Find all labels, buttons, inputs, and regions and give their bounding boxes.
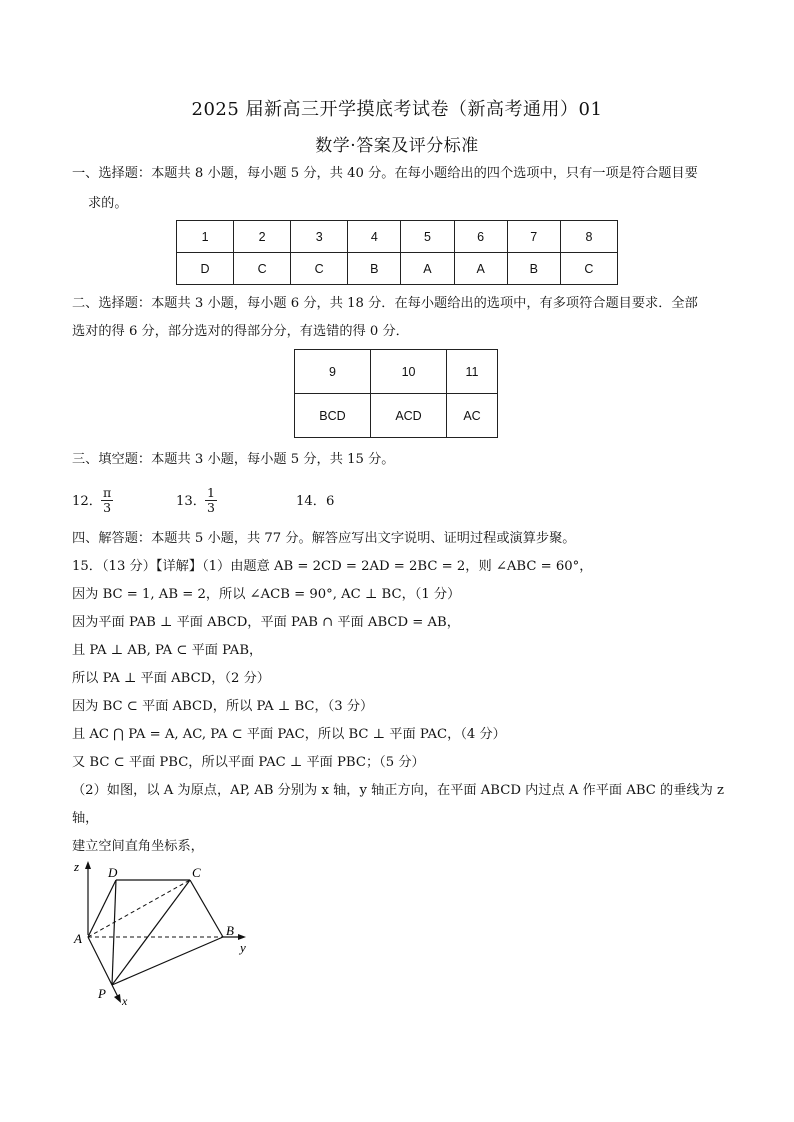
table-cell: 4 <box>348 221 401 253</box>
q13-answer <box>205 486 217 515</box>
label-b: B <box>226 923 234 938</box>
section2-heading-cont: 选对的得 6 分，部分选对的得部分分，有选错的得 0 分． <box>72 324 409 339</box>
solution-line: 15．（13 分）【详解】（1）由题意 AB = 2CD = 2AD = 2BC = 2，则 ∠ABC = 60°， <box>72 559 593 574</box>
table-cell: A <box>401 253 454 285</box>
label-a: A <box>74 931 82 946</box>
answer-table-2 <box>294 349 498 438</box>
table-cell: C <box>234 253 291 285</box>
q13-denominator: 3 <box>207 500 215 515</box>
label-x: x <box>122 994 128 1008</box>
table-cell: 5 <box>401 221 454 253</box>
solution-line: 且 AC ⋂ PA = A, AC, PA ⊂ 平面 PAC，所以 BC ⊥ 平面 PAC，（4 分） <box>72 727 506 742</box>
q13-numerator: 1 <box>207 485 215 500</box>
x-axis <box>112 985 118 997</box>
table-cell: C <box>560 253 617 285</box>
q13-label: 13． <box>176 494 206 509</box>
solution-line: 因为 BC ⊂ 平面 ABCD，所以 PA ⊥ BC，（3 分） <box>72 699 374 714</box>
table-cell: ACD <box>371 394 447 438</box>
table-cell: D <box>177 253 234 285</box>
q14-answer: 14．6 <box>296 494 335 509</box>
label-z: z <box>74 859 80 874</box>
solution-line: （2）如图，以 A 为原点，AP, AB 分别为 x 轴，y 轴正方向，在平面 ABCD 内过点 A 作平面 ABC 的垂线为 z <box>72 783 724 798</box>
edge-cb <box>190 880 223 937</box>
x-axis-arrow <box>114 994 121 1003</box>
solution-line: 又 BC ⊂ 平面 PBC，所以平面 PAC ⊥ 平面 PBC；（5 分） <box>72 755 425 770</box>
label-d: D <box>108 865 118 880</box>
edge-ap <box>88 937 112 985</box>
edge-ad <box>88 880 116 937</box>
table-cell: B <box>348 253 401 285</box>
geometry-figure <box>60 855 270 1010</box>
z-axis-arrow <box>85 861 91 869</box>
q12-answer <box>101 486 113 515</box>
table-row-answers <box>295 394 498 438</box>
table-cell: 6 <box>454 221 507 253</box>
edge-pd <box>112 880 116 985</box>
table-cell: 7 <box>507 221 560 253</box>
label-c: C <box>192 865 201 880</box>
section1-heading: 一、选择题：本题共 8 小题，每小题 5 分，共 40 分。在每小题给出的四个选项中，只有一项是符合题目要 <box>72 166 698 181</box>
table-cell: C <box>291 253 348 285</box>
table-cell: 11 <box>447 350 498 394</box>
table-row-numbers <box>177 221 618 253</box>
solution-line: 且 PA ⊥ AB, PA ⊂ 平面 PAB， <box>72 643 263 658</box>
q12-denominator: 3 <box>103 500 112 515</box>
table-cell: 9 <box>295 350 371 394</box>
section4-heading: 四、解答题：本题共 5 小题，共 77 分。解答应写出文字说明、证明过程或演算步聚。 <box>72 531 576 546</box>
table-cell: B <box>507 253 560 285</box>
edge-pb <box>112 937 223 985</box>
table-cell: A <box>454 253 507 285</box>
solution-line: 建立空间直角坐标系， <box>72 839 204 854</box>
table-row-numbers <box>295 350 498 394</box>
table-row-answers <box>177 253 618 285</box>
solution-line: 因为平面 PAB ⊥ 平面 ABCD，平面 PAB ∩ 平面 ABCD = AB， <box>72 615 460 630</box>
edge-ac-dashed <box>88 880 190 937</box>
solution-line: 轴， <box>72 811 99 826</box>
edge-pc <box>112 880 190 985</box>
table-cell: BCD <box>295 394 371 438</box>
table-cell: 10 <box>371 350 447 394</box>
label-y: y <box>240 940 246 955</box>
table-cell: AC <box>447 394 498 438</box>
section2-heading: 二、选择题：本题共 3 小题，每小题 6 分，共 18 分．在每小题给出的选项中，有多项符合题目要求．全部 <box>72 296 698 311</box>
section1-heading-cont: 求的。 <box>88 196 128 211</box>
table-cell: 8 <box>560 221 617 253</box>
solution-line: 因为 BC = 1, AB = 2，所以 ∠ACB = 90°, AC ⊥ BC，（1 分） <box>72 587 461 602</box>
answer-table-1 <box>176 220 618 285</box>
q12-label: 12． <box>72 494 102 509</box>
table-cell: 3 <box>291 221 348 253</box>
exam-subtitle: 数学·答案及评分标准 <box>315 136 479 156</box>
label-p: P <box>98 986 106 1001</box>
solution-line: 所以 PA ⊥ 平面 ABCD，（2 分） <box>72 671 270 686</box>
exam-title: 2025 届新高三开学摸底考试卷（新高考通用）01 <box>191 99 603 120</box>
section3-heading: 三、填空题：本题共 3 小题，每小题 5 分，共 15 分。 <box>72 452 395 467</box>
table-cell: 1 <box>177 221 234 253</box>
q12-numerator: π <box>103 485 112 500</box>
table-cell: 2 <box>234 221 291 253</box>
